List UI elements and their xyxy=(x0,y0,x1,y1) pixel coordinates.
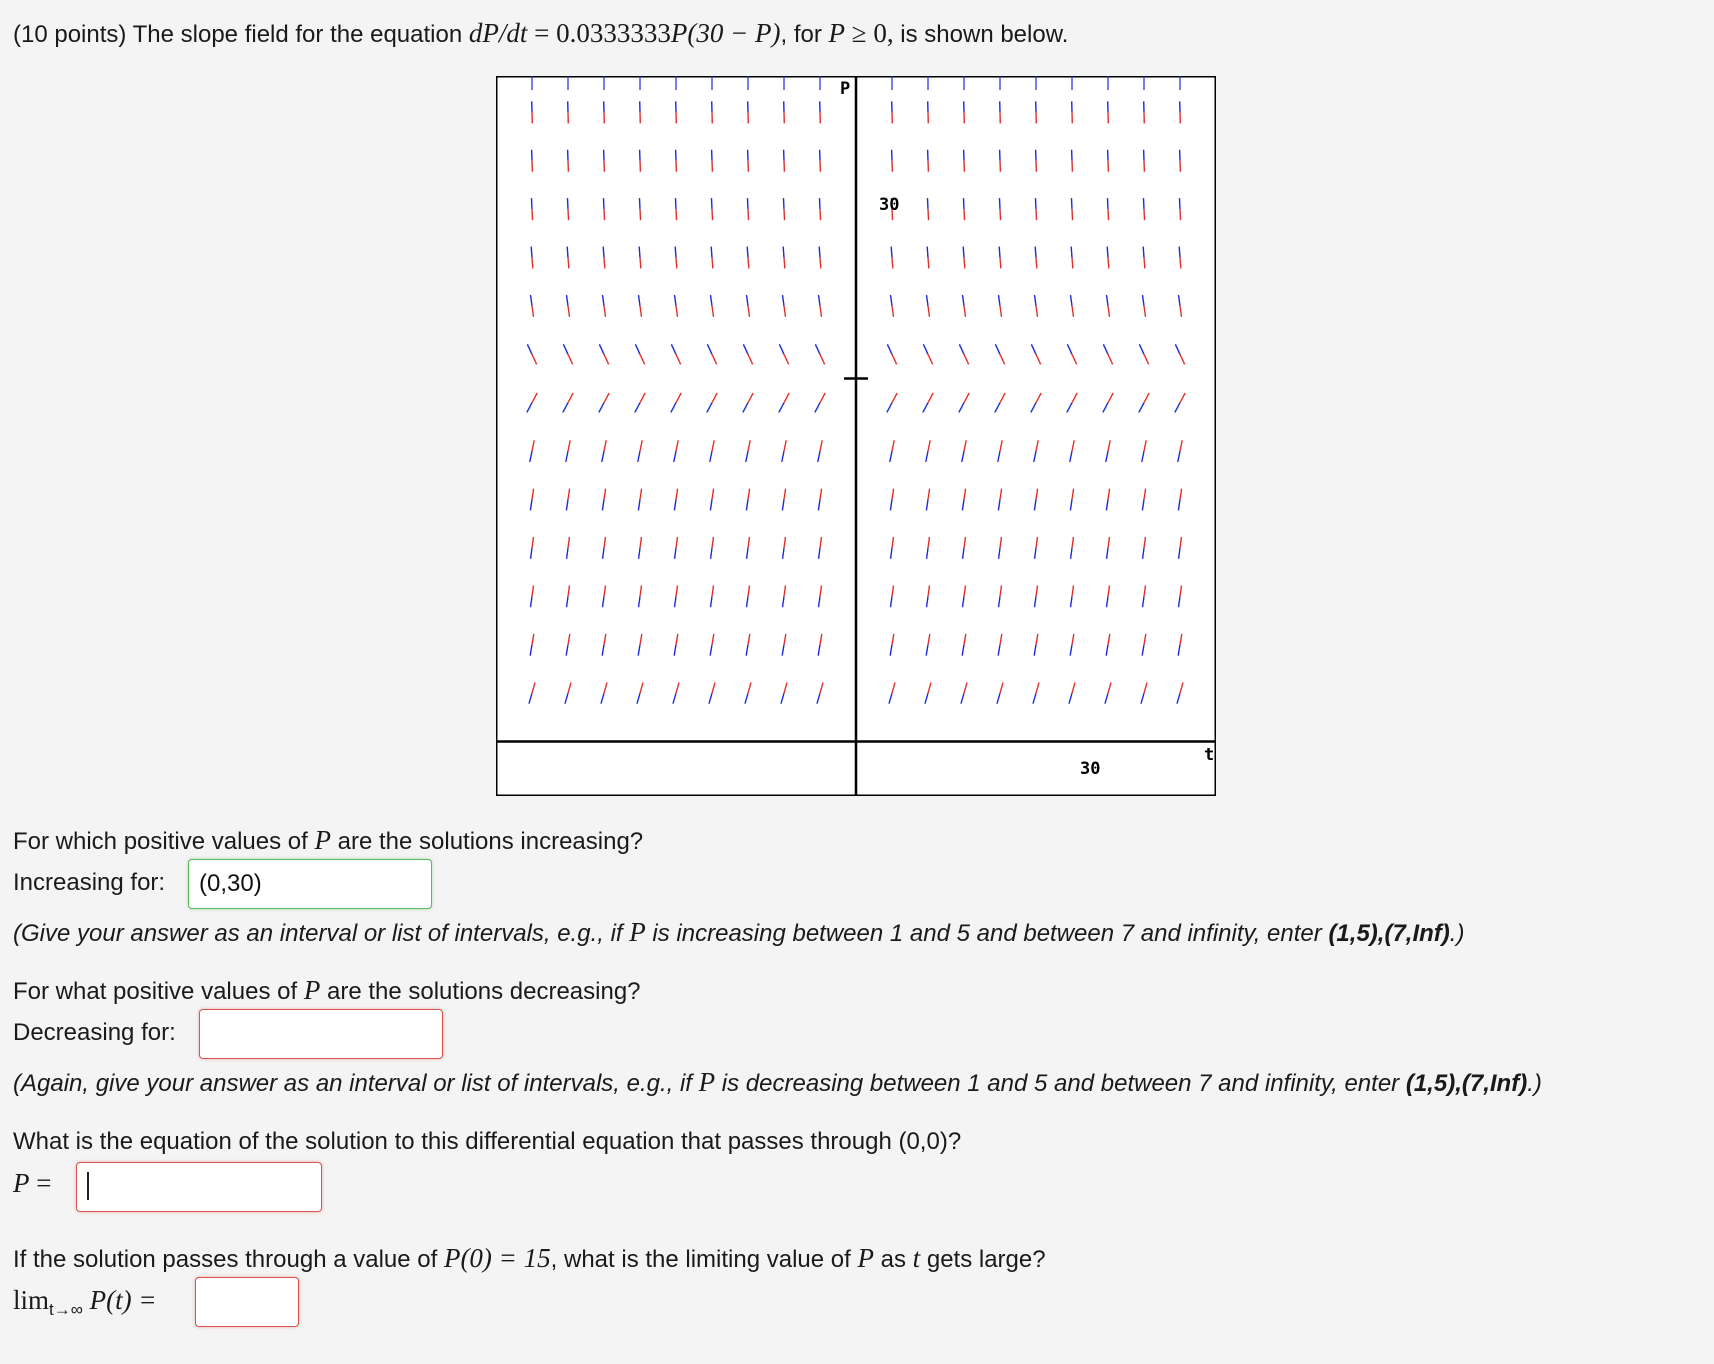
slope-segment-tail xyxy=(783,198,784,209)
slope-segment-head xyxy=(784,258,785,269)
slope-segment-head xyxy=(1180,209,1181,220)
q1-hint-var: P xyxy=(629,917,646,947)
slope-segment-tail xyxy=(639,247,640,258)
slope-segment-tail xyxy=(603,247,604,258)
condition-rel: ≥ 0, xyxy=(845,18,894,48)
slope-segment-head xyxy=(676,209,677,220)
slope-segment-head xyxy=(784,209,785,220)
slope-segment-tail xyxy=(999,198,1000,209)
slope-segment-tail xyxy=(1179,247,1180,258)
slope-segment-tail xyxy=(963,247,964,258)
slope-segment-tail xyxy=(819,198,820,209)
slope-segment-tail xyxy=(567,247,568,258)
equation-eq: = 0.0333333 xyxy=(527,18,671,48)
q2-hint-b: is decreasing between 1 and 5 and between 7 and infinity, enter xyxy=(715,1070,1406,1097)
q3-label-eq: = xyxy=(29,1168,52,1198)
q4-prompt-b: , what is the limiting value of xyxy=(550,1246,858,1273)
slope-segment-head xyxy=(1036,258,1037,269)
slope-segment-head xyxy=(568,209,569,220)
equation-rhs: P(30 − P) xyxy=(670,18,781,48)
slope-segment-tail xyxy=(927,198,928,209)
slope-segment-head xyxy=(604,258,605,269)
slope-segment-tail xyxy=(927,247,928,258)
t-axis-label: t xyxy=(1204,745,1215,765)
q1-hint-b: is increasing between 1 and 5 and between 7 and infinity, enter xyxy=(645,920,1329,947)
slope-segment-head xyxy=(1108,258,1109,269)
slope-segment-head xyxy=(748,258,749,269)
q2-prompt-b: are the solutions decreasing? xyxy=(320,978,641,1005)
equation-lhs: dP/dt xyxy=(468,18,528,48)
q2-hint-c: .) xyxy=(1527,1070,1542,1097)
slope-segment-tail xyxy=(531,247,532,258)
increasing-label: Increasing for: xyxy=(13,869,166,896)
q4-prompt-d: gets large? xyxy=(920,1246,1046,1273)
slope-segment-tail xyxy=(639,198,640,209)
question-intro: (10 points) The slope field for the equation xyxy=(13,21,463,48)
slope-segment-head xyxy=(532,209,533,220)
slope-segment-head xyxy=(712,209,713,220)
q3-label xyxy=(13,1168,51,1199)
slope-segment-head xyxy=(1072,258,1073,269)
q4-label xyxy=(13,1285,157,1320)
slope-segment-tail xyxy=(999,247,1000,258)
slope-segment-head xyxy=(1000,209,1001,220)
solution-input[interactable] xyxy=(76,1162,322,1212)
slope-segment-head xyxy=(1180,258,1181,269)
q2-prompt-a: For what positive values of xyxy=(13,978,304,1005)
lim-sub: t→∞ xyxy=(49,1299,83,1319)
solution-input-wrap[interactable] xyxy=(76,1162,322,1212)
slope-segment-tail xyxy=(1035,198,1036,209)
slope-segment-tail xyxy=(963,198,964,209)
slope-segment-tail xyxy=(747,247,748,258)
slope-segment-tail xyxy=(891,247,892,258)
slope-segment-tail xyxy=(783,247,784,258)
y-tick-label: 30 xyxy=(879,195,900,215)
x-tick-label: 30 xyxy=(1080,759,1101,779)
q1-hint-c: .) xyxy=(1449,920,1465,947)
q4-prompt-a: If the solution passes through a value of xyxy=(13,1246,444,1273)
slope-segment-tail xyxy=(1107,247,1108,258)
slope-segment-tail xyxy=(675,247,676,258)
shown-text: is shown below. xyxy=(893,21,1069,48)
slope-segment-head xyxy=(1072,209,1073,220)
q1-var: P xyxy=(314,825,331,855)
slope-segment-tail xyxy=(1071,247,1072,258)
q2-hint xyxy=(13,1067,1542,1098)
slope-segment-head xyxy=(532,258,533,269)
slope-segment-head xyxy=(640,258,641,269)
slope-segment-head xyxy=(748,209,749,220)
slope-segment-head xyxy=(1036,209,1037,220)
q3-label-var: P xyxy=(13,1168,30,1198)
slope-segment-head xyxy=(676,258,677,269)
slope-segment-tail xyxy=(1071,198,1072,209)
for-word: , for xyxy=(780,21,822,48)
slope-segment-head xyxy=(964,258,965,269)
slope-segment-tail xyxy=(603,198,604,209)
q2-hint-example: (1,5),(7,Inf) xyxy=(1405,1070,1528,1097)
slope-segment-head xyxy=(568,258,569,269)
slope-segment-head xyxy=(1108,209,1109,220)
slope-segment-tail xyxy=(747,198,748,209)
question-header xyxy=(13,18,1068,49)
slope-segment-head xyxy=(928,258,929,269)
decreasing-label: Decreasing for: xyxy=(13,1019,176,1046)
slope-segment-tail xyxy=(531,198,532,209)
q1-hint xyxy=(13,917,1464,948)
slope-segment-head xyxy=(820,209,821,220)
lim-expr: P(t) = xyxy=(82,1285,157,1315)
slope-segment-head xyxy=(964,209,965,220)
slope-segment-head xyxy=(1000,258,1001,269)
q3-prompt: What is the equation of the solution to this differential equation that passes through (0,0)? xyxy=(13,1128,962,1155)
slope-field-plot xyxy=(496,76,1216,796)
slope-segment-head xyxy=(892,258,893,269)
q2-var: P xyxy=(303,975,321,1005)
slope-segment-head xyxy=(604,209,605,220)
text-caret xyxy=(87,1172,89,1200)
slope-segment-tail xyxy=(1143,198,1144,209)
q4-var: P xyxy=(857,1243,874,1273)
q4-cond: P(0) = 15 xyxy=(443,1243,551,1273)
q1-hint-example: (1,5),(7,Inf) xyxy=(1328,920,1450,947)
slope-segment-head xyxy=(820,258,821,269)
slope-segment-tail xyxy=(675,198,676,209)
p-axis-label: P xyxy=(840,79,851,99)
decreasing-input[interactable] xyxy=(199,1009,443,1059)
q2-prompt xyxy=(13,975,641,1006)
q1-prompt-b: are the solutions increasing? xyxy=(330,828,644,855)
q1-prompt xyxy=(13,825,643,856)
slope-segment-tail xyxy=(711,198,712,209)
q4-tvar: t xyxy=(912,1243,921,1273)
q1-hint-a: (Give your answer as an interval or list of intervals, e.g., if xyxy=(13,920,630,947)
slope-segment-tail xyxy=(711,247,712,258)
slope-segment-head xyxy=(1144,209,1145,220)
slope-segment-tail xyxy=(1035,247,1036,258)
slope-segment-head xyxy=(640,209,641,220)
q1-prompt-a: For which positive values of xyxy=(13,828,315,855)
slope-segment-tail xyxy=(1179,198,1180,209)
q2-hint-var: P xyxy=(698,1067,716,1097)
increasing-input[interactable] xyxy=(188,859,432,909)
limit-input[interactable] xyxy=(195,1277,299,1327)
slope-segment-tail xyxy=(567,198,568,209)
slope-segment-head xyxy=(928,209,929,220)
q4-prompt-c: as xyxy=(873,1246,913,1273)
slope-segment-tail xyxy=(1143,247,1144,258)
q4-prompt xyxy=(13,1243,1046,1274)
lim-word: lim xyxy=(13,1285,50,1315)
condition-var: P xyxy=(828,18,846,48)
slope-segment-tail xyxy=(819,247,820,258)
slope-segment-head xyxy=(712,258,713,269)
slope-segment-tail xyxy=(1107,198,1108,209)
q2-hint-a: (Again, give your answer as an interval or list of intervals, e.g., if xyxy=(13,1070,699,1097)
slope-segment-head xyxy=(1144,258,1145,269)
